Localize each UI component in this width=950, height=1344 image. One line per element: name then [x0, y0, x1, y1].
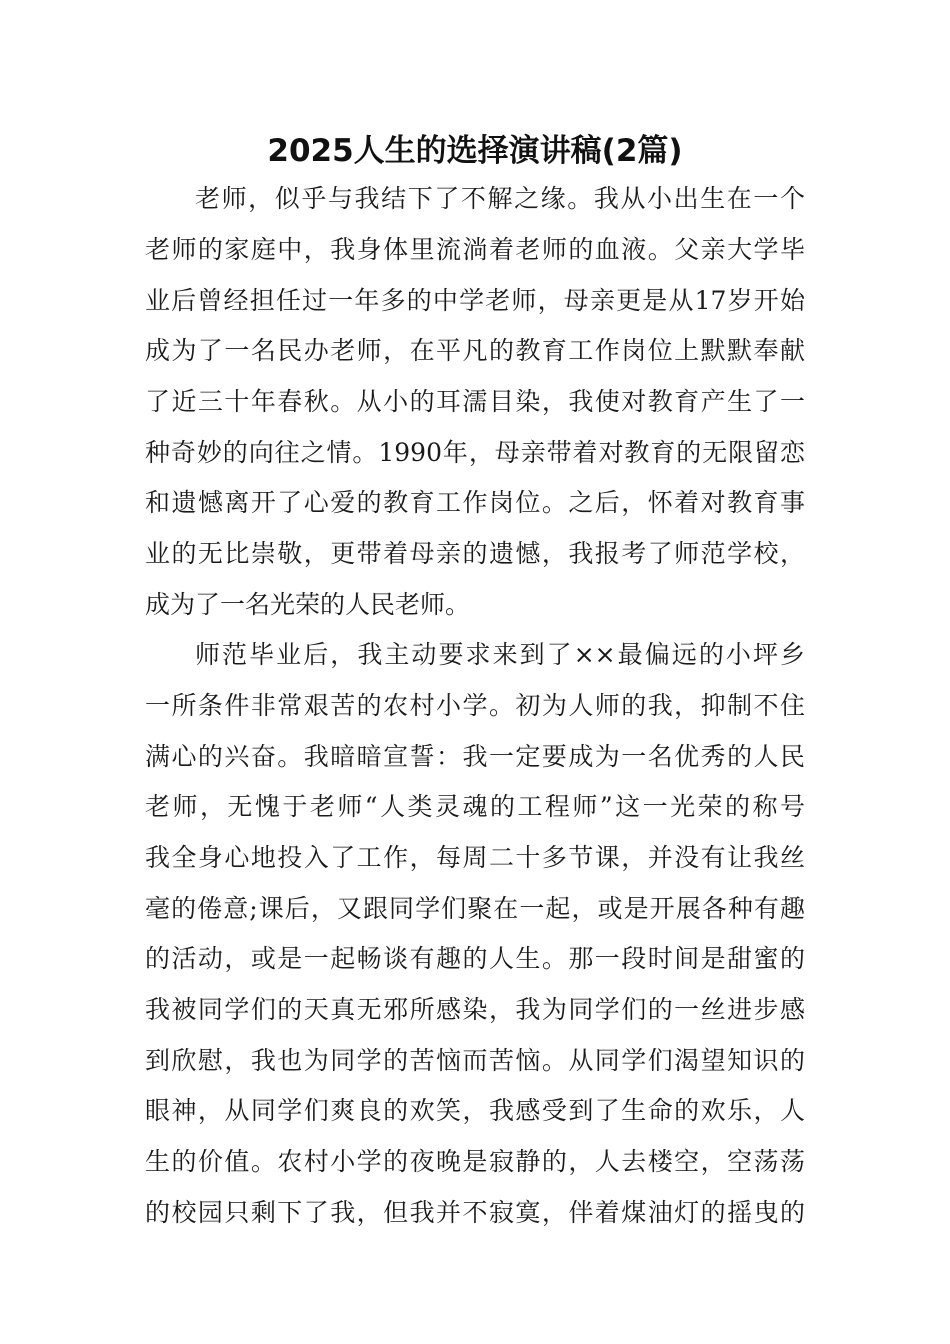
text-line: 了近三十年春秋。从小的耳濡目染，我使对教育产生了一: [145, 387, 805, 416]
text-line: 师范毕业后，我主动要求来到了××最偏远的小坪乡: [195, 640, 805, 669]
text-line: 业的无比崇敬，更带着母亲的遗憾，我报考了师范学校，: [145, 539, 805, 568]
text-line: 种奇妙的向往之情。1990年，母亲带着对教育的无限留恋: [145, 438, 805, 467]
text-line: 和遗憾离开了心爱的教育工作岗位。之后，怀着对教育事: [145, 488, 805, 517]
text-line: 到欣慰，我也为同学的苦恼而苦恼。从同学们渴望知识的: [145, 1046, 805, 1075]
text-line: 我被同学们的天真无邪所感染，我为同学们的一丝进步感: [145, 995, 805, 1024]
text-line: 成为了一名光荣的人民老师。: [145, 590, 471, 619]
document-title: 2025人生的选择演讲稿(2篇): [267, 133, 683, 169]
text-line: 老师的家庭中，我身体里流淌着老师的血液。父亲大学毕: [145, 235, 805, 264]
text-line: 的校园只剩下了我，但我并不寂寞，伴着煤油灯的摇曳的: [145, 1198, 805, 1227]
text-line: 成为了一名民办老师，在平凡的教育工作岗位上默默奉献: [145, 336, 805, 365]
text-line: 满心的兴奋。我暗暗宣誓：我一定要成为一名优秀的人民: [145, 742, 805, 771]
text-line: 生的价值。农村小学的夜晚是寂静的，人去楼空，空荡荡: [145, 1147, 805, 1176]
text-line: 毫的倦意;课后，又跟同学们聚在一起，或是开展各种有趣: [145, 894, 805, 923]
text-line: 我全身心地投入了工作，每周二十多节课，并没有让我丝: [145, 843, 805, 872]
text-line: 眼神，从同学们爽良的欢笑，我感受到了生命的欢乐，人: [145, 1096, 805, 1125]
text-line: 业后曾经担任过一年多的中学老师，母亲更是从17岁开始: [145, 286, 805, 315]
text-line: 的活动，或是一起畅谈有趣的人生。那一段时间是甜蜜的: [145, 944, 805, 973]
text-line: 老师，似乎与我结下了不解之缘。我从小出生在一个: [195, 184, 805, 213]
text-line: 老师，无愧于老师“人类灵魂的工程师”这一光荣的称号: [145, 792, 805, 821]
text-line: 一所条件非常艰苦的农村小学。初为人师的我，抑制不住: [145, 691, 805, 720]
